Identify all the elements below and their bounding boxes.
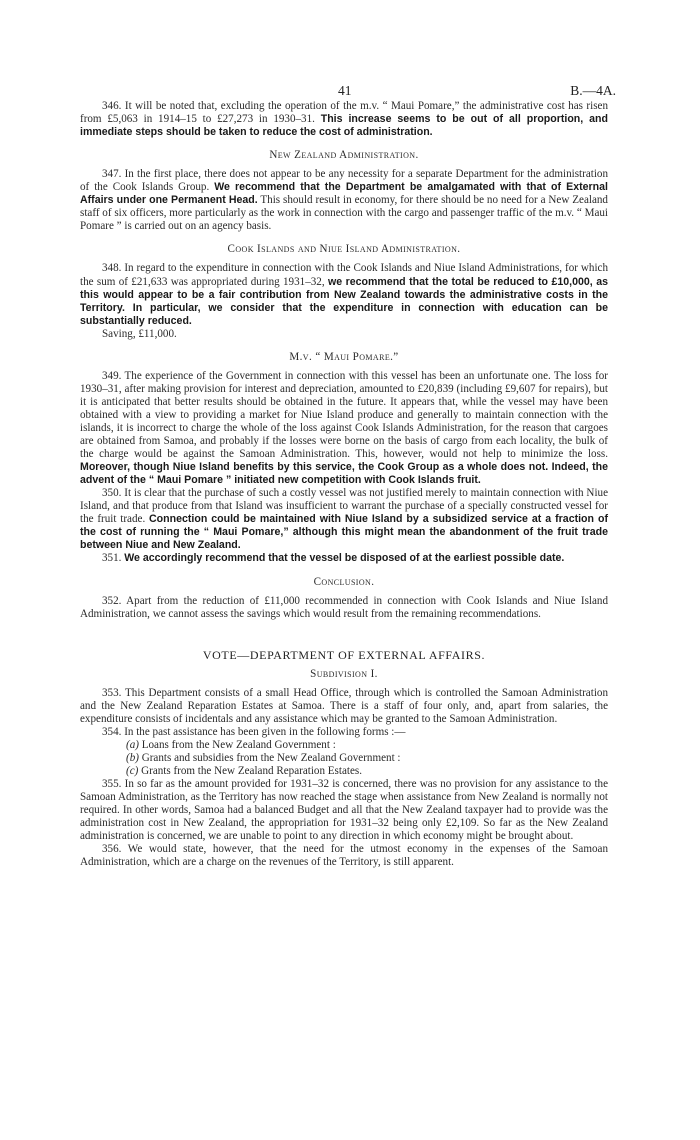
- heading-cook-niue-administration: Cook Islands and Niue Island Administration.: [227, 243, 461, 256]
- paragraph-349: [80, 370, 608, 487]
- list-item: (c) Grants from the New Zealand Reparation Estates.: [126, 765, 362, 778]
- paragraph-346: [80, 100, 608, 139]
- paragraph-347: [80, 168, 608, 233]
- heading-nz-administration: New Zealand Administration.: [269, 149, 419, 162]
- paragraph-355: 355. In so far as the amount provided for 1931–32 is concerned, there was no provision for any assistance to the Samoan Administration, as the Territory has now reached the stage when assistance from New Zealand is normally not required. In other words, Samoa had a balanced Budget and all that the New Zealand taxpayer had to provide was the administration cost in New Zealand, the appropriation for 1931–32 being only £2,109. So far as the New Zealand administration is concerned, we are unable to point to any direction in which economy might be brought about.: [80, 778, 608, 843]
- paragraph-347-text-continued: This should result in economy, for there should be no need for a New Zealand staff of six officers, more particularly as the work in connection with the cargo and passenger traffic of the m.v. “ Maui Pomare ” is carried out on an agency basis.: [80, 194, 608, 233]
- saving-line: Saving, £11,000.: [102, 327, 177, 340]
- page-header: [0, 84, 700, 100]
- heading-mv-maui-pomare: M.v. “ Maui Pomare.”: [289, 350, 399, 363]
- heading-subdivision: Subdivision I.: [310, 667, 378, 680]
- paragraph-350-text: 350. It is clear that the purchase of such a costly vessel was not justified merely to maintain connection with Niue Island, and that produce from that Island was insufficient to warrant the purchase of a specially constructed vessel for the fruit trade.: [80, 487, 608, 526]
- paragraph-346-emphasis: This increase seems to be out of all proportion, and immediate steps should be taken to reduce the cost of administration.: [80, 113, 609, 139]
- list-item: (a) Loans from the New Zealand Government :: [126, 738, 336, 751]
- paragraph-349-emphasis: Moreover, though Niue Island benefits by this service, the Cook Group as a whole does not. Indeed, the advent of the “ Maui Pomare ” initiated new competition with Cook Islands fruit.: [80, 461, 608, 487]
- paragraph-346-text: 346. It will be noted that, excluding the operation of the m.v. “ Maui Pomare,” the administrative cost has risen from £5,063 in 1914–15 to £27,273 in 1930–31.: [80, 100, 608, 126]
- paragraph-354: 354. In the past assistance has been given in the following forms :—: [102, 725, 406, 738]
- paragraph-352: 352. Apart from the reduction of £11,000 recommended in connection with Cook Islands and Niue Island Administration, we cannot assess the savings which would result from the remaining recommendations.: [80, 594, 608, 620]
- heading-vote-external-affairs: VOTE—DEPARTMENT OF EXTERNAL AFFAIRS.: [202, 647, 486, 662]
- paragraph-351-number: 351.: [102, 552, 122, 565]
- page-content: [80, 100, 608, 869]
- heading-conclusion: Conclusion.: [313, 575, 375, 588]
- paragraph-351: [80, 552, 608, 565]
- assistance-forms-list: [80, 739, 608, 778]
- paragraph-351-emphasis: We accordingly recommend that the vessel be disposed of at the earliest possible date.: [124, 552, 565, 565]
- page-number: 41: [338, 83, 352, 98]
- paragraph-348-emphasis: we recommend that the total be reduced to £10,000, as this would appear to be a fair contribution from New Zealand towards the administrative costs in the Territory. In particular, we consider that the expenditure in connection with education can be substantially reduced.: [80, 275, 608, 327]
- paragraph-353: 353. This Department consists of a small Head Office, through which is controlled the Samoan Administration and the New Zealand Reparation Estates at Samoa. There is a staff of four only, and, apart from salaries, the expenditure consists of incidentals and any assistance which may be granted to the Samoan Administration.: [80, 686, 608, 725]
- paragraph-348-text: 348. In regard to the expenditure in connection with the Cook Islands and Niue Island Administrations, for which the sum of £21,633 was appropriated during 1931–32,: [80, 262, 608, 288]
- paragraph-347-text: 347. In the first place, there does not appear to be any necessity for a separate Department for the administration of the Cook Islands Group.: [80, 168, 608, 194]
- document-reference: B.—4A.: [570, 83, 616, 98]
- paragraph-356: 356. We would state, however, that the need for the utmost economy in the expenses of the Samoan Administration, which are a charge on the revenues of the Territory, is still apparent.: [80, 843, 608, 869]
- paragraph-350: [80, 487, 608, 552]
- paragraph-348: [80, 262, 608, 327]
- paragraph-347-emphasis: We recommend that the Department be amalgamated with that of External Affairs under one Permanent Head.: [80, 181, 608, 207]
- list-item: (b) Grants and subsidies from the New Zealand Government :: [126, 751, 401, 764]
- paragraph-349-text: 349. The experience of the Government in connection with this vessel has been an unfortunate one. The loss for 1930–31, after making provision for interest and depreciation, amounted to £20,839 (including £9,607 for repairs), but it is anticipated that better results should be obtained in the future. It appears that, while the vessel may have been obtained with a view to providing a market for Niue Island produce and generally to maintain connection with the islands, it is incorrect to charge the whole of the loss against Cook Islands Administration, for the reason that cargoes are obtained from Samoa, and probably if the losses were borne on the basis of cargo from each locality, the bulk of the charge would be against the Samoan Administration. This, however, would not help to minimize the loss.: [80, 369, 608, 461]
- paragraph-350-emphasis: Connection could be maintained with Niue Island by a subsidized service at a fraction of the cost of running the “ Maui Pomare,” although this might mean the abandonment of the fruit trade between Niue and New Zealand.: [80, 513, 608, 552]
